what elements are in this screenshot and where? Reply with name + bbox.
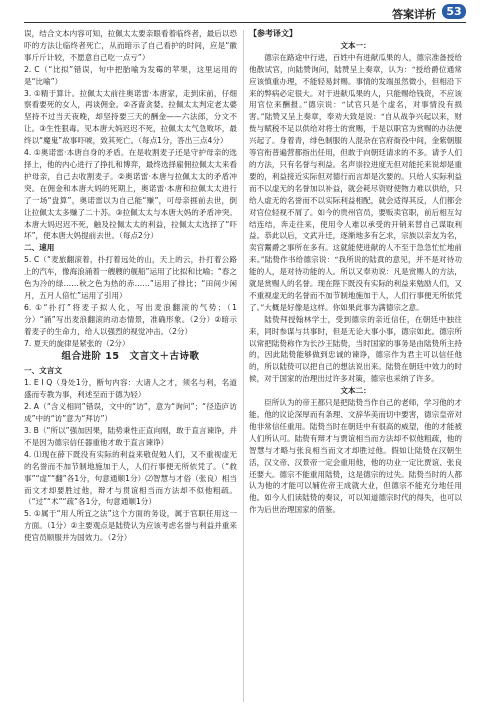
answer-item: 1. E I Q（身处1分，断句内容：大诸人之才，须名与利，名道盛而专教为事，利述至而于德为轻） [24,378,237,400]
answer-item: 2. C（“比拟”错误，句中把胎喻为发霉的苹果，这里运用的是“比喻”） [24,64,237,86]
text-one-title: 文本一： [340,40,371,50]
answer-item: 6. ①“扑打”将麦子拟人化，写出麦浪翻滚的气势；（1分）“涌”写出麦浪翻滚的动态情景，准确形象。（2分）②暗示着麦子的生命力，给人以强烈的视觉冲击。（2分） [24,302,237,336]
translation-paragraph: 臣所认为的帝王都只是把陆贽当作自己的老师，学习他的才能。他的议论深厚而有条理、文辞华美而切中要害，德宗皇帝对他非常信任重用。陆贽当时在朝廷中有很高的威望，他的才能被人们所认可。陆贽有辩才与贾谊相当而方法却不似他粗疏，他的智慧与才略与张良相当而文才却胜过他。假如让陆贽在汉朝生活，汉文帝、汉景帝一定会重用他，他的功业一定比贾谊、张良还要大。德宗不能重用陆贽，这是德宗的过失。陆贽当时的人都认为他的才能可以辅佐帝王成就大业，但德宗不能充分地任用他。如今人们读陆贽的奏议，可以知道德宗时代的得失，也可以作为后世治理国家的借鉴。 [249,398,462,515]
header-title: 答案详析 [392,8,436,21]
right-column [249,28,462,516]
section-heading: 二、速用 [24,243,55,253]
answer-item: 5. ①属于“用人所宜之法”这个方面的务设，属于官职任用这一方面。（1分）②主要观点是陆贽认为应该考虑名誉与利益并重来使官员顺服并为国效力。（2分） [24,509,237,543]
answer-item: 5. C（“麦旅翻滚着，扑打着远处的山，天上的云，扑打着公路上的汽车，像海浪涌着一艘艘的舰船”运用了比拟和比喻；“春之色为冷的绿……秋之色为热的赤……”运用了排比；“田间少闲月，五月人倍忙”运用了引用） [24,255,237,300]
page-header [0,0,480,24]
translation-paragraph: 陆贽拜授翰林学士，受到德宗的亲近信任，在朝廷中独往来，同时参谋与共事时，但是无论大事小事，德宗如此。德宗所以常把陆贽称作为长沙王陆贽，当时国家的事务是由陆贽所主持的，因此陆贽能够做到忠诚的谏诤，德宗作为君主可以信任他的，所以陆贽可以把自己的想法说出来。陆贽在朝廷中效力的时候，对于国家的治理出过许多对策，德宗也采纳了许多。 [249,314,462,384]
header-divider [24,22,466,23]
text-two-title: 文本二： [340,386,371,396]
answer-item: 4. ⑴现在薛下既没有实际的利益来敬促勉人们，又不重视虚无的名誉而不加节制地施加于人，人们行事便无所依凭了。（“救事”“虚”“翻”各1分，句意通顺1分）⑵智慧与才俗（张良）相当而文才却要胜过他，辩才与贯谊相当而方法却不似他粗疏。（“过”“术”“疏”各1分，句意通顺1分） [24,449,237,507]
left-column [24,28,237,544]
unit-title: 组合进阶 15 文言文＋古诗歌 [61,351,200,363]
answer-item: 2. A（“含义相同”错误，文中的“访”，意为“询问”；“径造庐访成”中的“访”意为“拜访”） [24,402,237,424]
page-number-badge: 53 [442,4,466,19]
translation-paragraph: 德宗在路途中行进，百姓中有进献瓜果的人，德宗准备授给他散试官，向陆赞询问，陆赞呈上奏章，认为：“授给爵位通常应该慎重办理，不能轻易封赐。事情的发端虽然微小，但相沿下来的弊病必定很大。对于进献瓜果的人，只能赐给钱资，不应该用官位来酬报。”德宗说：“试官只是个虚名，对事情没有损害。”陆赞又呈上奏章，奉劝大致是说：“自从战争兴起以来，财赀与赋税不足以供给对将士的赏赐，于是以职官为赏赐的办法便兴起了。身着青，绯色制服的人混杂在官府衙役中间，金紫朝服等官衔普遍营都指出任用，但敢于向朝廷请求的不多。请予人们的方法，只有名誉与利益。名声崇拉进度无但对能托来说却是重要的，利益接近实际但对德行而言却是次要的。只给人实际利益而不以虚无的名誉加以补益，就会耗尽资财使物力难以供给，只给人虚无的名誉而不以实际利益相配，就会适得其反，人们都会对官位轻视不屑了。如今的贵州官员，要贩卖官职，前后相互勾结连结，奔走往来，使用令人难以承受的开销来替自己谋取利益。恭此以后，文武升迁，逐渐地多有乞求，宗族以亲友为名，卖官鬻爵之事所在多有。这就能使进献的人不至于急急忙忙地前来。”陆贽作书给德宗说：“我所说的陆賁的意见，并不是对待功能的人，是对待功能的人。所以又奉劝说：凡是赏赐人的方法，就是赏赐人的名誉。现在陛下既没有实际的利益来勉励人们，又不重视虚无的名誉而不加节制地施加于人，人们行事便无所依凭了。”大概是好像是这样。你如果此事为满德宗之意。 [249,52,462,312]
reference-translation-title: 【参考译文】 [249,28,297,38]
section-heading: 一、文言文 [24,366,62,376]
answer-item: 4. ①奥诺雷·本唐自身的矛盾。在是收割麦子还是守护母亲的选择上，他的内心进行了挣扎和博弈，最终选择雇佣拉佩太太来看护母亲，自己去收割麦子。②奥诺雷·本唐与拉佩太太的矛盾冲突。在佣金和本唐大妈的死期上，奥诺雷·本唐和拉佩太太进行了一场“盘算”，奥诺雷以为自己能“赚”，可母亲捱前去世，倒让拉佩太太多赚了二十苏。③拉佩太太与本唐大妈的矛盾冲突。本唐大妈迟迟不死，触及拉佩太太的利益，拉佩太太选择了“吓坏”，使本唐大妈提前去世。（每点2分） [24,148,237,241]
answer-item: 3. B（“所以”强加因果，陆势秉性正直向刚，敢于直言谏诤，并不是因为德宗信任器重他才敢于直言谏诤） [24,426,237,447]
answer-item: 7. 夏天的旋律是紧张的（2分） [24,338,130,348]
answer-paragraph: 误，结合文本内容可知，拉佩太太要亲眼看着临终者，最后以恐吓的方法让临终者死亡，从而暗示了自己看护的时间，应是“徽事斤斤计较，不愿意自己吃一点亏”） [24,29,237,62]
answer-item: 3. ①精于算计。拉佩太太前往奥诺雷·本唐家，走到床前，仔细察看要死的女人，再谈佣金。②吝啬贪婪。拉佩太太判定老太婆坚持不过当天夜晚，却坚持要三天的酬金——六法郎，分文不让。③生性狠毒。见本唐大妈迟迟不死，拉佩太太气急败坏，最终以“魔鬼”故事吓唬，致其死亡。（每点1分，答出三点4分） [24,88,237,146]
column-divider [243,30,244,702]
